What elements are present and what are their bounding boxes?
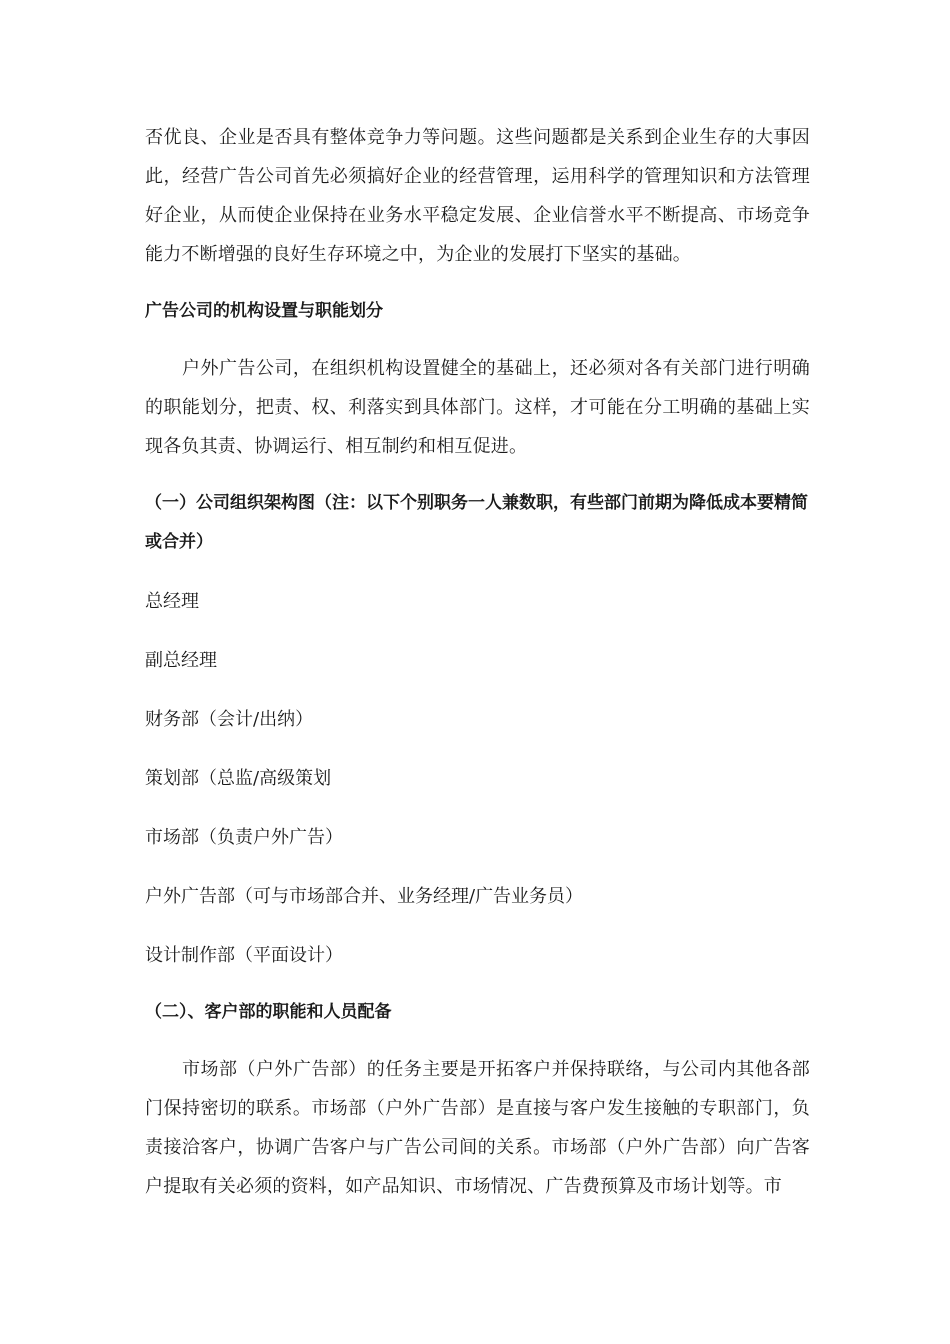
org-chart-heading: （一）公司组织架构图（注：以下个别职务一人兼数职，有些部门前期为降低成本要精简或合并） [145, 493, 808, 552]
org-item-general-manager: 总经理 [145, 591, 199, 612]
document-page [145, 118, 810, 1206]
org-chart-list [145, 582, 810, 975]
org-item-finance: 财务部（会计/出纳） [145, 709, 314, 730]
intro-paragraph: 否优良、企业是否具有整体竞争力等问题。这些问题都是关系到企业生存的大事因此，经营广告公司首先必须搞好企业的经营管理，运用科学的管理知识和方法管理好企业，从而使企业保持在业务水平稳定发展、企业信誉水平不断提高、市场竞争能力不断增强的良好生存环境之中，为企业的发展打下坚实的基础。 [145, 127, 810, 265]
org-item-deputy-manager: 副总经理 [145, 650, 217, 671]
client-dept-heading: （二）、客户部的职能和人员配备 [145, 1002, 392, 1022]
section-paragraph: 户外广告公司，在组织机构设置健全的基础上，还必须对各有关部门进行明确的职能划分，把责、权、利落实到具体部门。这样，才可能在分工明确的基础上实现各负其责、协调运行、相互制约和相互促进。 [145, 358, 810, 457]
org-item-design: 设计制作部（平面设计） [145, 945, 343, 966]
section-heading: 广告公司的机构设置与职能划分 [145, 301, 383, 321]
org-item-outdoor-ads: 户外广告部（可与市场部合并、业务经理/广告业务员） [145, 886, 584, 907]
client-dept-paragraph: 市场部（户外广告部）的任务主要是开拓客户并保持联络，与公司内其他各部门保持密切的联系。市场部（户外广告部）是直接与客户发生接触的专职部门，负责接洽客户，协调广告客户与广告公司间的关系。市场部（户外广告部）向广告客户提取有关必须的资料，如产品知识、市场情况、广告费预算及市场计划等。市 [145, 1059, 810, 1197]
org-item-marketing: 市场部（负责户外广告） [145, 827, 343, 848]
org-item-planning: 策划部（总监/高级策划 [145, 768, 332, 789]
